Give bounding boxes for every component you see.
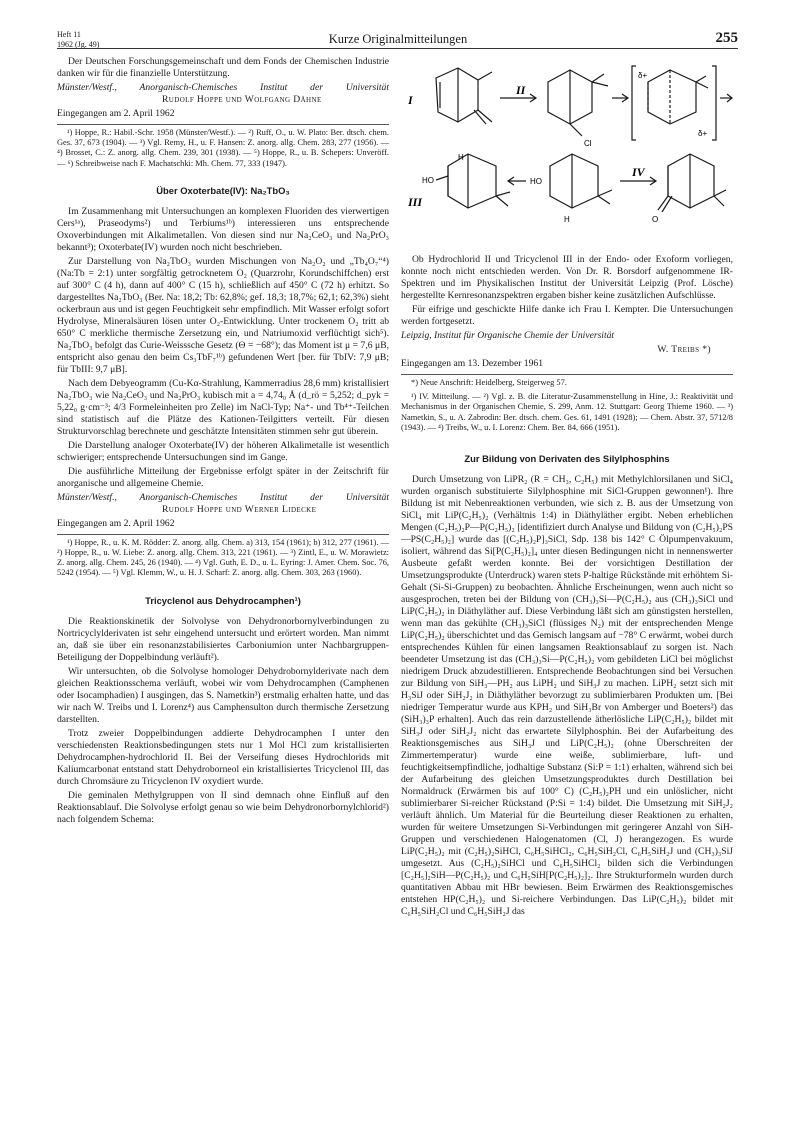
- article2-affiliation: [57, 492, 389, 516]
- atom-H-1: H: [458, 153, 464, 162]
- atom-H-2: H: [564, 215, 570, 224]
- delta-plus-2: δ+: [698, 129, 708, 138]
- article3-date: Eingegangen am 13. Dezember 1961: [401, 358, 543, 369]
- article2-date: Eingegangen am 2. April 1962: [57, 517, 175, 529]
- article2-title: Über Oxoterbate(IV): Na₂TbO₃: [156, 184, 290, 196]
- article3-paragraph-2: Wir untersuchten, ob die Solvolyse homologer Dehydrobornylderivate nach dem gleichen Reaktionsschema verläuft, wobei wir vom Dehydrocamphen (Camphenen oder Isocamphadien) I ausgingen, das S. Nametkin³) erstmalig erhalten hatte, und das wir nach W. Treibs und I. Lorenz⁴) aus Camphensulton durch thermische Zersetzung darstellten.: [57, 665, 389, 725]
- article3-title: Tricyclenol aus Dehydrocamphen¹): [145, 594, 301, 606]
- article2-affiliation-text: Münster/Westf., Anorganisch-Chemisches Institut der Universität: [57, 491, 389, 503]
- article2-paragraph-3: Nach dem Debyeogramm (Cu-Kα-Strahlung, Kammerradius 28,6 mm) kristallisiert Na₂TbO₃ wie Na₂CeO₃ und Na₂PrO₃ kubisch mit a = 4,74₀ Å (d_rö = 5,252; d_pyk = 5,22₀ g·cm⁻³; 4/3 Formeleinheiten pro Zelle) im NaCl-Typ; Na⁺- und Tb⁴⁺-Teilchen sind statistisch auf die Plätze des Kationen-Teilgitters verteilt. Für diesen Strukturvorschlag berechnete und geschätzte Intensitäten stimmen sehr gut überein.: [57, 377, 389, 437]
- article3-affiliation: [401, 330, 733, 342]
- article1-date: Eingegangen am 2. April 1962: [57, 108, 175, 119]
- article3-paragraph-5: Ob Hydrochlorid II und Tricyclenol III in der Endo- oder Exoform vorliegen, konnte noch nicht entschieden werden. Von Dr. R. Borsdorf aufgenommene IR-Spektren und im Physikalischen Institut der Universität Leipzig (Prof. Lösche) hergestellte Kernresonanzspektren ergaben bisher keine zusätzlichen Aufschlüsse.: [401, 254, 733, 301]
- article1-authors: Rudolf Hoppe und Wolfgang Dähne: [162, 94, 322, 105]
- label-III: III: [408, 195, 423, 209]
- header-rule: [57, 48, 738, 49]
- intro-acknowledgement: Der Deutschen Forschungsgemeinschaft und dem Fonds der Chemischen Industrie danken wir für die finanzielle Unterstützung.: [57, 56, 389, 79]
- right-column: [401, 254, 733, 920]
- article2-paragraph-1: Im Zusammenhang mit Untersuchungen an komplexen Fluoriden des vierwertigen Cers¹ᵃ), Praseodyms²) und Terbiums¹ᵇ) interessieren uns entsprechende Oxoverbindungen mit Alkalimetallen. Von diesen sind nur Na₂CeO₃ und Na₂PrO₃ bekannt³); Oxoterbate(IV) wurden noch nicht beschrieben.: [57, 205, 389, 253]
- structure-IV: [658, 154, 726, 212]
- article3-author: W. Treibs *): [657, 344, 711, 355]
- article2-footnotes: ¹) Hoppe, R., u. K. M. Rödder: Z. anorg. allg. Chem. a) 313, 154 (1961); b) 312, 277 (1961). — ²) Hoppe, R., u. W. Liebe: Z. anorg. allg. Chem. 313, 221 (1961). — ³) Zintl, E., u. W. Morawietz: Z. anorg. allg. Chem. 245, 26 (1940). — ⁴) Vgl. Guth, E. D., u. L. Eyring: J. Amer. Chem. Soc. 76, 5242 (1954). — ⁵) Vgl. Klemm, W., u. H. J. Scharf: Z. anorg. allg. Chem. 303, 263 (1960).: [57, 534, 389, 579]
- atom-Cl: Cl: [584, 139, 592, 148]
- atom-O: O: [652, 215, 659, 224]
- article3-paragraph-3: Trotz zweier Doppelbindungen addierte Dehydrocamphen I unter den verschiedensten Reaktionsbedingungen stets nur 1 Mol HCl zum kristallisierten Dehydrocamphen-hydrochlorid II. Bei der Verseifung dieses Hydrochlorids mit Kaliumcarbonat entstand statt Dehydroborneol ein kristallisiertes Tricyclenol III, das durch Chromsäure zu Tricyclenon IV oxydiert wurde.: [57, 727, 389, 787]
- structure-III-cation-trap: [550, 154, 612, 208]
- article1-affiliation: [57, 82, 389, 106]
- article3-paragraph-4: Die geminalen Methylgruppen von II sind demnach ohne Einfluß auf den Reaktionsablauf. Die Solvolyse erfolgt genau so wie beim Dehydronorbornylchlorid²) nach folgendem Schema:: [57, 789, 389, 825]
- article2-paragraph-2: Zur Darstellung von Na₂TbO₃ wurden Mischungen von Na₂O₂ und „Tb₄O₇“⁴) (Na:Tb = 2:1) unter sorgfältig getrocknetem O₂ (Quarzrohr, Korundschiffchen) erst auf 300° C (4 h), dann auf 400° C (15 h), schließlich auf 450° C (72 h) erhitzt. So dargestelltes Na₂TbO₃ (Ber. Na: 18,2; Tb: 62,8%; gef. 18,3; 18,7%; 62,1; 62,3%) sieht ockerbraun aus und ist gegen Feuchtigkeit sehr empfindlich. Mit Wasser erfolgt sofort Hydrolyse, Mineralsäuren lösen unter O₂-Entwicklung. Unter trockenem O₂ tritt ab 650° C merkliche thermische Zersetzung ein, und Natriumoxid verflüchtigt sich⁵). Na₂TbO₃ befolgt das Curie-Weisssche Gesetz (Θ = −68°); das Moment ist μ = 7,6 μB, entspricht also genau den beim Cs₃TbF₇¹ᵇ) gefundenen Wert [ber. für TbIV: 7,9 μB; für TbIII: 9,7 μB].: [57, 255, 389, 375]
- structure-III: [436, 154, 510, 208]
- article1-affiliation-text: Münster/Westf., Anorganisch-Chemisches Institut der Universität: [57, 82, 389, 93]
- label-IV: IV: [632, 165, 645, 179]
- article4-title: Zur Bildung von Derivaten des Silylphosphins: [464, 453, 670, 465]
- structure-I: [436, 68, 492, 124]
- label-I: I: [408, 93, 413, 107]
- article1-footnotes: ¹) Hoppe, R.: Habil.-Schr. 1958 (Münster/Westf.). — ²) Ruff, O., u. W. Plato: Ber. dtsch. chem. Ges. 37, 673 (1904). — ³) Vgl. Remy, H., u. F. Hansen: Z. anorg. allg. Chem. 283, 277 (1956). — ⁴) Brosset, C.: Z. anorg. allg. Chem. 239, 301 (1938). — ⁵) Hoppe, R., u. B. Schepers: Unveröff. — ⁶) Schreibweise nach F. Machatschki: Mh. Chem. 77, 333 (1947).: [57, 124, 389, 169]
- article4-paragraph-1: Durch Umsetzung von LiPR₂ (R = CH₃, C₂H₅) mit Methylchlorsilanen und SiCl₄ wurden organisch substituierte Silylphosphine mit SiCl-Gruppen gewonnen¹). Ihre Bildung ist mit Nebenreaktionen verbunden, wie sich z. B. aus der Umsetzung von SiCl₄ mit LiP(C₂H₅)₂ (Verhältnis 1:4) in Diäthyläther ergibt. Neben erheblichen Mengen (C₂H₅)₂P—P(C₂H₅)₂ [identifiziert durch Analyse und Bildung von (C₂H₅)₂PS—PS(C₂H₅)₂] wurde das [(C₂H₅)₂P]₃SiCl, Sdp. 138 bis 142° C Ölpumpenvakuum, isoliert, während das Si[P(C₂H₅)₂]₄ unter diesen Bedingungen nicht in nennenswerter Ausbeute gefaßt werden konnte. Bei der vorsichtigen Destillation der Umsetzungsprodukte (Unterdruck) waren stets P-haltige Rückstände mit erhöhtem Si-Gehalt (Si-Si-Gruppen) zu beobachten. Ähnliche Erscheinungen, wenn auch nicht so ausgesprochen, treten bei der Bildung von (CH₃)₃Si—P(C₂H₅)₂ aus (CH₃)₃SiCl und LiP(C₂H₅)₂ in Diäthyläther auf. Diese Verbindung läßt sich am günstigsten herstellen, wenn man das gekühlte (CH₃)₃SiCl (flüssiges N₂) mit der entsprechenden Menge LiP(C₂H₅)₂ überschichtet und das Gemisch langsam auf −78° C erwärmt, wobei durch entsprechendes Kühlen für einen langsamen Reaktionsablauf zu sorgen ist. Nach beendeter Umsetzung ist das (CH₃)₃Si—P(C₂H₅)₂ vom gebildeten LiCl bei möglichst niedrigem Druck abzudestillieren. Entsprechende Beobachtungen sind bei Versuchen zur Bildung von SiH₃—PH₂ aus LiPH₂ und SiH₃J zu machen. LiPH₂ setzt sich mit H₃SiJ oder SiH₂J₂ in Diäthyläther bevorzugt zu sublimierbaren Produkten um. [Bei niedriger Temperatur wurde aus KPH₂ und SiH₃Br von Amberger und Boeters²) das (SiH₃)₃P erhalten]. Auch das rein darzustellende ätherlösliche LiP(C₂H₅)₂ bildet mit SiH₃J oder SiH₂J₂ nicht das erwartete Silylphosphin. Bei der Aufarbeitung des Reaktionsgemisches aus SiH₃J und LiP(C₂H₅)₂ (ohne Überschreiten der Zimmertemperatur) wurde eine weiße, sublimierbare, luft- und feuchtigkeitsempfindliche, jodhaltige Substanz (Si:P = 1:1) erhalten, während sich bei der Aufarbeitung des gleichen Umsetzungsproduktes durch Destillation bei Normaldruck (Erwärmen bis auf 100° C) (C₂H₅)₂PH und ein unlöslicher, nicht sublimierbarer Si-reicher Rückstand (P:Si = 1:4) bildet. Die Umsetzung mit SiH₂J₂ verläuft ähnlich. Um Material für die Beurteilung dieser Reaktionen zu erhalten, wurden für weitere Umsetzungen Si-Verbindungen mit geringerer Anzahl von SiH-Gruppen und verschiedenen Halogenatomen (Cl, J) herangezogen. Es wurde LiP(C₂H₅)₂ mit (C₂H₅)₂SiHCl, C₆H₅SiHCl₂, C₆H₅SiH₂Cl, C₆H₅SiH₂J und (CH₃)₃SiJ umgesetzt. Aus (C₂H₅)₂SiHCl und C₆H₅SiHCl₂ bilden sich die Verbindungen [C₂H₅]₂SiH—P(C₂H₅)₂ und C₆H₅SiH[P(C₂H₅)₂]₂. Ihre Strukturformeln wurden durch quantitativen Abbau mit HBr bewiesen. Beim Erwärmen des Reaktionsgemisches entstehen HP(C₂H₅)₂ und Si-reichere Verbindungen. Das LiP(C₂H₅)₂ bildet mit C₆H₅SiH₂Cl und C₆H₅SiH₂J das: [401, 474, 733, 918]
- issue-year: 1962 (Jg. 49): [57, 40, 100, 49]
- article3-affiliation-text: Leipzig, Institut für Organische Chemie der Universität: [401, 330, 615, 341]
- article2-paragraph-4: Die Darstellung analoger Oxoterbate(IV) der höheren Alkalimetalle ist wesentlich schwieriger; entsprechende Untersuchungen sind im Gange.: [57, 439, 389, 463]
- page-number: 255: [715, 30, 738, 46]
- left-column: [57, 56, 389, 828]
- label-II: II: [516, 83, 526, 97]
- issue-number: Heft 11: [57, 30, 81, 39]
- atom-HO-2: HO: [530, 177, 542, 186]
- article3-paragraph-1: Die Reaktionskinetik der Solvolyse von Dehydronorbornylverbindungen zu Nortricyclylderivaten ist sehr eingehend untersucht und erörtert worden. Man nimmt an, daß sie über ein resonanzstabilisiertes Carboniumion unter Nachbargruppen-Beteiligung der Doppelbindung verläuft²).: [57, 615, 389, 663]
- structure-II: [548, 70, 608, 136]
- article2-paragraph-5: Die ausführliche Mitteilung der Ergebnisse erfolgt später in der Zeitschrift für anorganische und allgemeine Chemie.: [57, 465, 389, 489]
- article3-footnotes: ¹) IV. Mitteilung. — ²) Vgl. z. B. die Literatur-Zusammenstellung in Hine, J.: Reaktivität und Mechanismus in der Organischen Chemie, S. 299, Anm. 12. Stuttgart: Georg Thieme 1960. — ³) Nametkin, S., u. A. Zabrodin: Ber. dtsch. chem. Ges. 61, 1491 (1928); — Chem. Abstr. 37, 5712/8 (1943). — ⁴) Treibs, W., u. I. Lorenz: Chem. Ber. 84, 666 (1951).: [401, 392, 733, 432]
- article3-footnote-a: *) Neue Anschrift: Heidelberg, Steigerweg 57.: [401, 374, 733, 388]
- article3-paragraph-6: Für eifrige und geschickte Hilfe danke ich Frau I. Kempter. Die Untersuchungen werden fortgesetzt.: [401, 304, 733, 327]
- running-head: Kurze Originalmitteilungen: [328, 32, 468, 46]
- reaction-scheme: [400, 56, 735, 246]
- delta-plus-1: δ+: [638, 71, 648, 80]
- article2-authors: Rudolf Hoppe und Werner Lidecke: [162, 503, 317, 515]
- atom-HO-1: HO: [422, 176, 434, 185]
